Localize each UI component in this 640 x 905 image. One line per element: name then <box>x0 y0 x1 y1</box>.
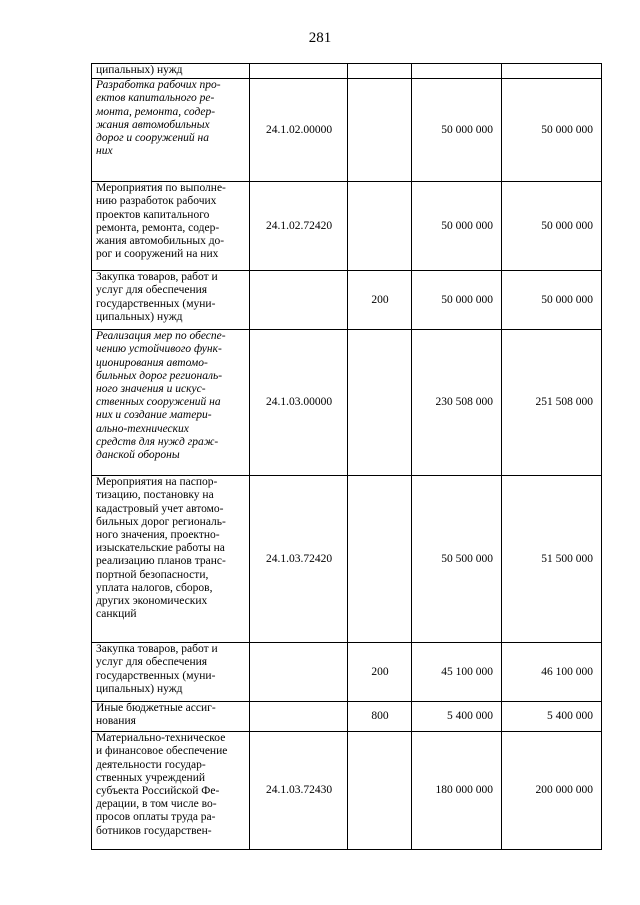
row-name: Закупка товаров, работ и услуг для обеспечения государственных (муни- ципальных) нужд <box>92 643 250 702</box>
table-row <box>92 271 602 330</box>
row-amount-2: 5 400 000 <box>502 702 602 732</box>
row-expense-type: 200 <box>348 271 412 330</box>
row-name: Реализация мер по обеспе- чению устойчивого функ- ционирования автомо- бильных дорог региональ- ного значения и искус- ственных сооружений на них и создание матери- ально-технических средств для нужд граж- данской обороны <box>92 330 250 476</box>
row-amount-1 <box>412 64 502 79</box>
table-row <box>92 64 602 79</box>
row-name: ципальных) нужд <box>92 64 250 79</box>
row-amount-1: 230 508 000 <box>412 330 502 476</box>
budget-table <box>91 63 602 850</box>
row-amount-2: 51 500 000 <box>502 476 602 643</box>
row-amount-1: 50 000 000 <box>412 182 502 271</box>
row-amount-2: 50 000 000 <box>502 182 602 271</box>
row-target-code: 24.1.02.72420 <box>250 182 348 271</box>
row-name: Материально-техническое и финансовое обеспечение деятельности государ- ственных учреждений субъекта Российской Фе- дерации, в том числе во- просов оплаты труда ра- ботников государствен- <box>92 732 250 850</box>
table-row <box>92 330 602 476</box>
row-amount-2: 46 100 000 <box>502 643 602 702</box>
row-name: Разработка рабочих про- ектов капитального ре- монта, ремонта, содер- жания автомобильных дорог и сооружений на них <box>92 79 250 182</box>
row-amount-2: 251 508 000 <box>502 330 602 476</box>
row-target-code: 24.1.03.72430 <box>250 732 348 850</box>
page-number: 281 <box>308 30 332 46</box>
row-target-code <box>250 64 348 79</box>
row-target-code: 24.1.02.00000 <box>250 79 348 182</box>
row-name: Иные бюджетные ассиг- нования <box>92 702 250 732</box>
row-amount-2 <box>502 64 602 79</box>
row-expense-type <box>348 182 412 271</box>
row-amount-1: 180 000 000 <box>412 732 502 850</box>
table-row <box>92 182 602 271</box>
row-target-code <box>250 702 348 732</box>
row-amount-1: 45 100 000 <box>412 643 502 702</box>
row-expense-type <box>348 476 412 643</box>
row-expense-type: 800 <box>348 702 412 732</box>
table-row <box>92 79 602 182</box>
row-amount-2: 200 000 000 <box>502 732 602 850</box>
row-amount-1: 5 400 000 <box>412 702 502 732</box>
table-row <box>92 476 602 643</box>
row-expense-type <box>348 330 412 476</box>
row-expense-type <box>348 64 412 79</box>
row-amount-1: 50 000 000 <box>412 271 502 330</box>
row-name: Мероприятия по выполне- нию разработок рабочих проектов капитального ремонта, ремонта, содер- жания автомобильных до- рог и сооружений на них <box>92 182 250 271</box>
row-target-code: 24.1.03.72420 <box>250 476 348 643</box>
row-amount-1: 50 500 000 <box>412 476 502 643</box>
row-target-code <box>250 271 348 330</box>
row-name: Мероприятия на паспор- тизацию, постановку на кадастровый учет автомо- бильных дорог региональ- ного значения, проектно- изыскательские работы на реализацию планов транс- портной безопасности, уплата налогов, сборов, других экономических санкций <box>92 476 250 643</box>
table-row <box>92 702 602 732</box>
row-amount-2: 50 000 000 <box>502 79 602 182</box>
table-row <box>92 732 602 850</box>
row-expense-type <box>348 732 412 850</box>
row-expense-type: 200 <box>348 643 412 702</box>
row-target-code: 24.1.03.00000 <box>250 330 348 476</box>
row-amount-1: 50 000 000 <box>412 79 502 182</box>
row-amount-2: 50 000 000 <box>502 271 602 330</box>
row-name: Закупка товаров, работ и услуг для обеспечения государственных (муни- ципальных) нужд <box>92 271 250 330</box>
row-expense-type <box>348 79 412 182</box>
table-row <box>92 643 602 702</box>
row-target-code <box>250 643 348 702</box>
